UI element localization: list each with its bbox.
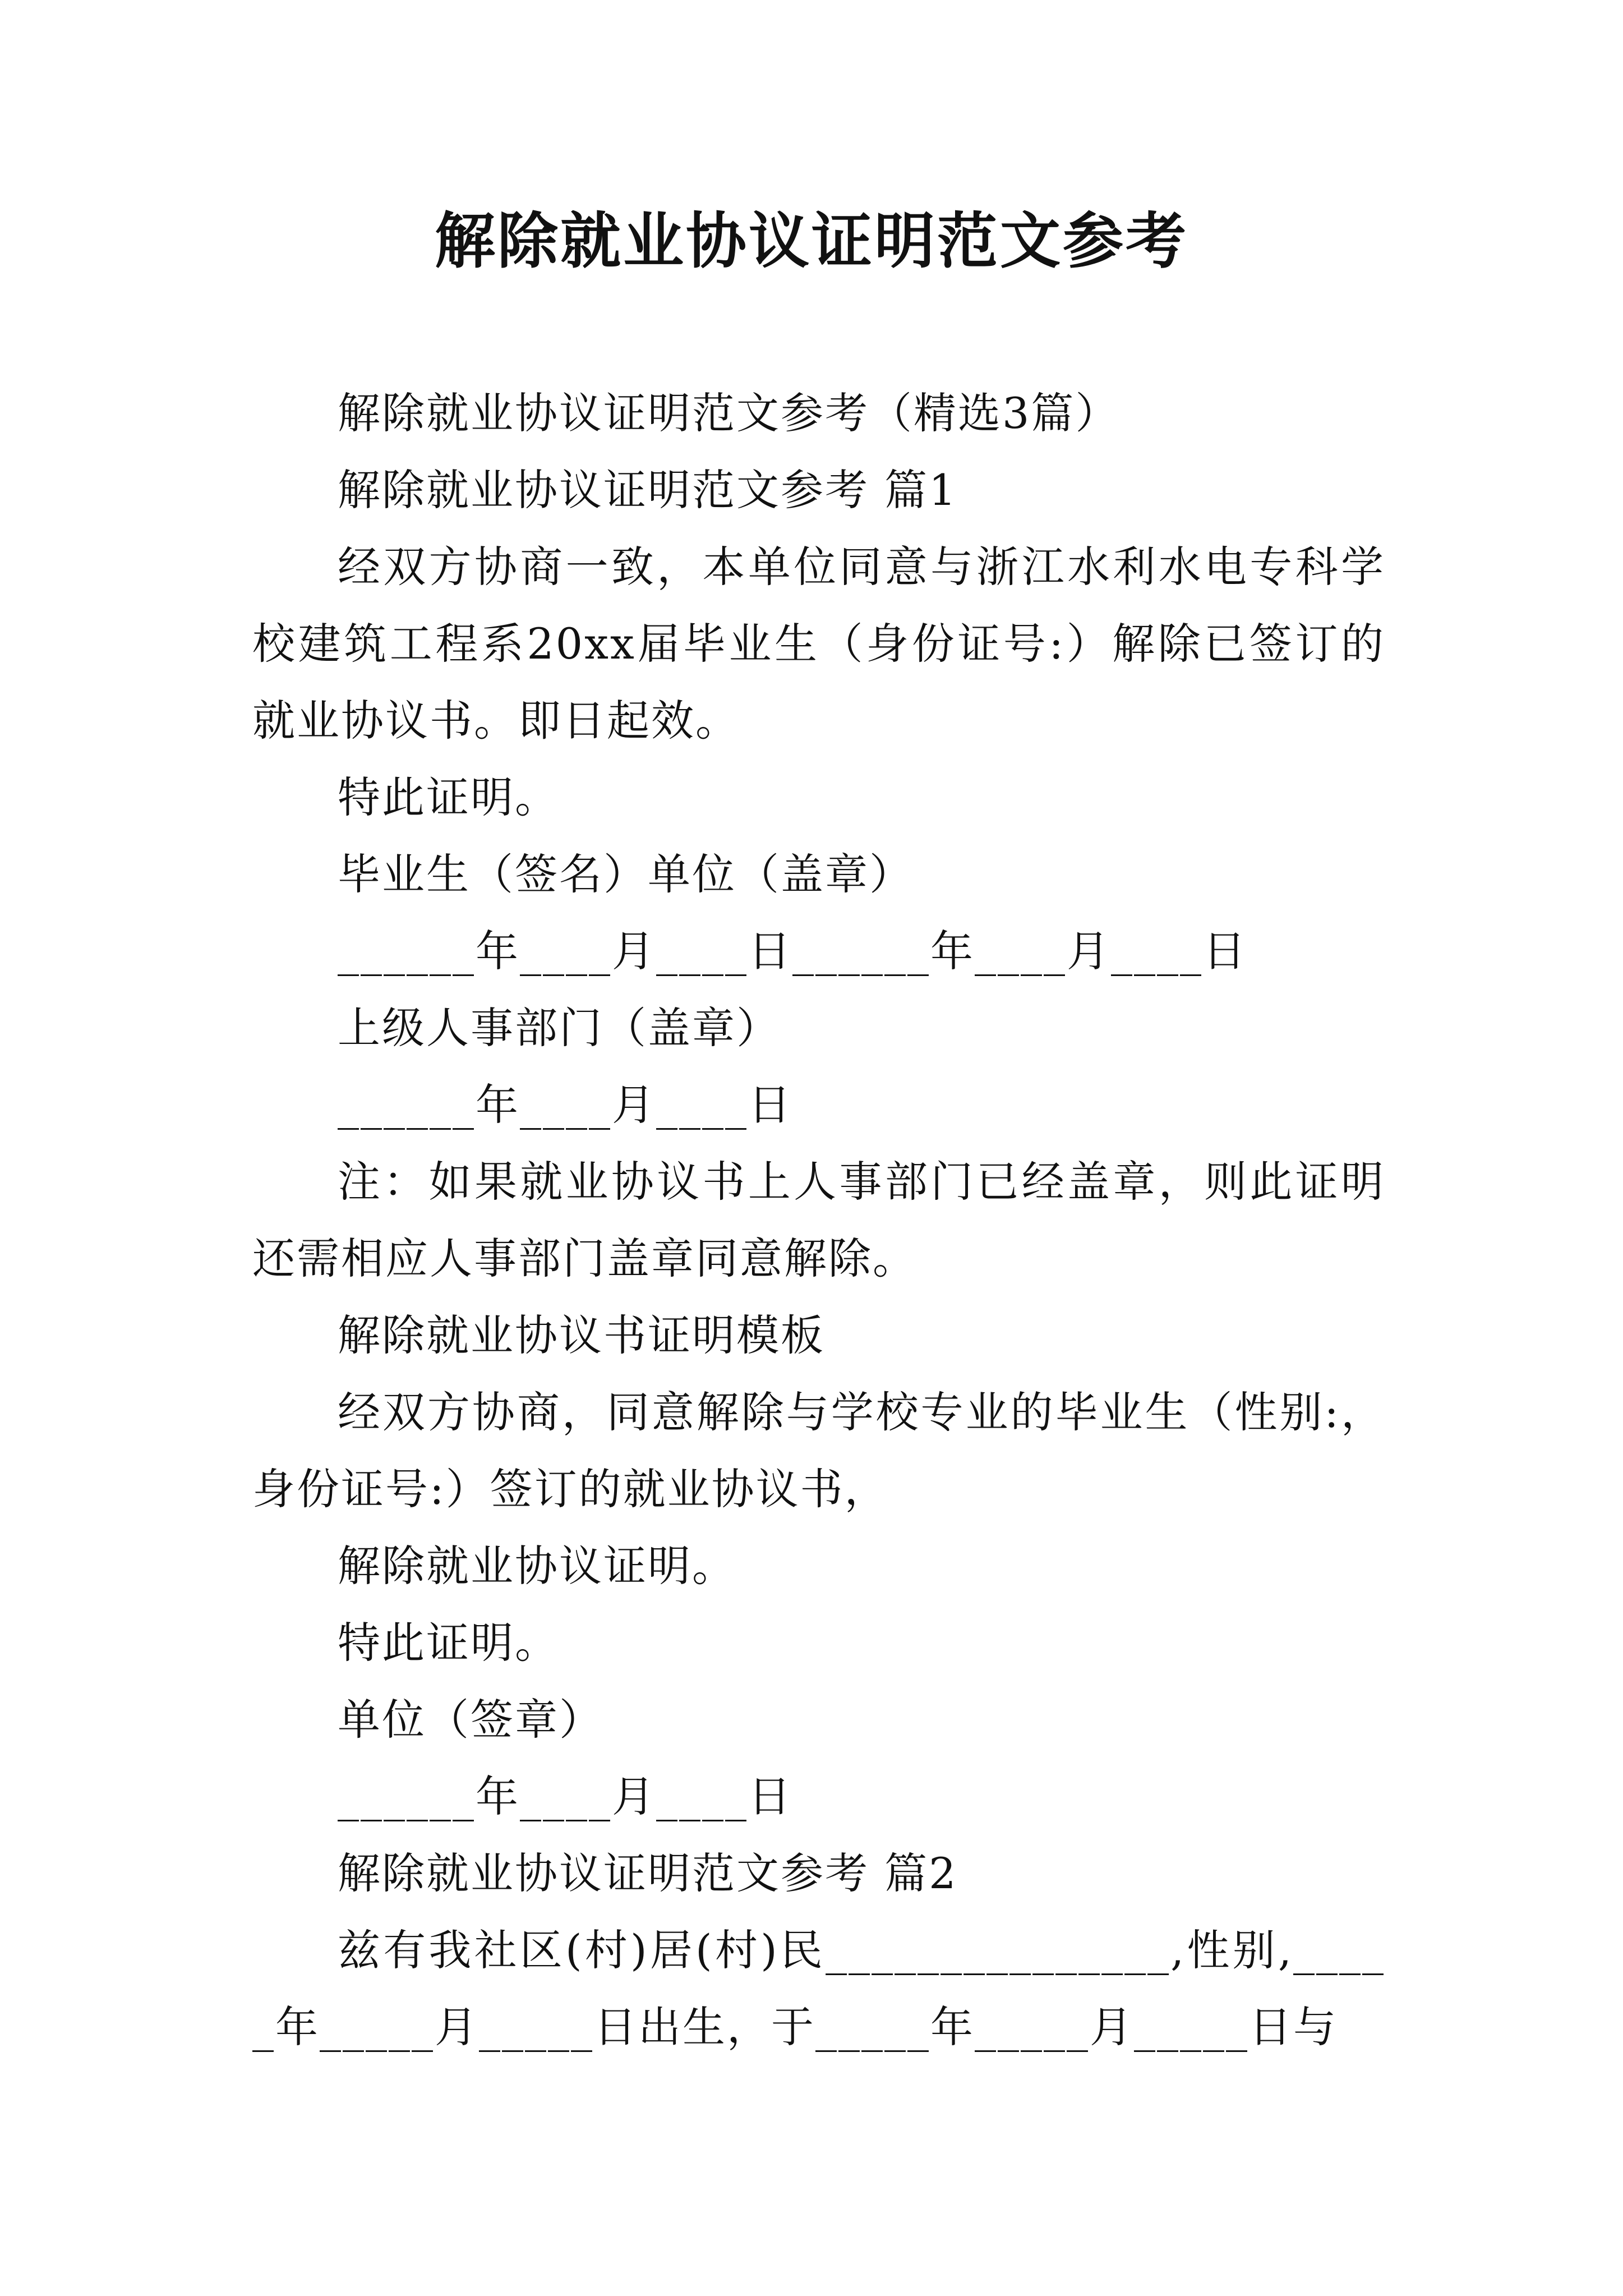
paragraph-certify: 特此证明。 [338,772,559,822]
paragraph-agreement: 经双方协商一致，本单位同意与浙江水利水电专科学校建筑工程系20xx届毕业生（身份证号:）解除已签订的就业协议书。即日起效。 [252,542,1385,746]
paragraph-date-line: ______年____月____日 [338,1772,792,1821]
paragraph-hr-stamp: 上级人事部门（盖章） [338,1003,781,1053]
paragraph-date-line: ______年____月____日______年____月____日 [338,926,1247,976]
paragraph-note: 注：如果就业协议书上人事部门已经盖章，则此证明还需相应人事部门盖章同意解除。 [252,1157,1385,1283]
heading-part-1: 解除就业协议证明范文参考 篇1 [338,465,958,515]
document-title: 解除就业协议证明范文参考 [434,206,1188,277]
heading-template: 解除就业协议书证明模板 [338,1310,825,1360]
paragraph-certify: 特此证明。 [338,1618,559,1668]
paragraph-intro: 解除就业协议证明范文参考（精选3篇） [338,388,1120,438]
paragraph-signatures: 毕业生（签名）单位（盖章） [338,849,914,899]
paragraph-unit-stamp: 单位（签章） [338,1695,603,1745]
paragraph-date-line: ______年____月____日 [338,1080,792,1130]
paragraph-template-agreement: 经双方协商，同意解除与学校专业的毕业生（性别:，身份证号:）签订的就业协议书， [252,1387,1385,1514]
paragraph-release: 解除就业协议证明。 [338,1541,736,1591]
document-body [252,375,1385,2065]
paragraph-resident: 兹有我社区(村)居(村)民_______________,性别,_____年_____月_____日出生，于_____年_____月_____日与 [252,1925,1385,2052]
heading-part-2: 解除就业协议证明范文参考 篇2 [338,1848,958,1898]
